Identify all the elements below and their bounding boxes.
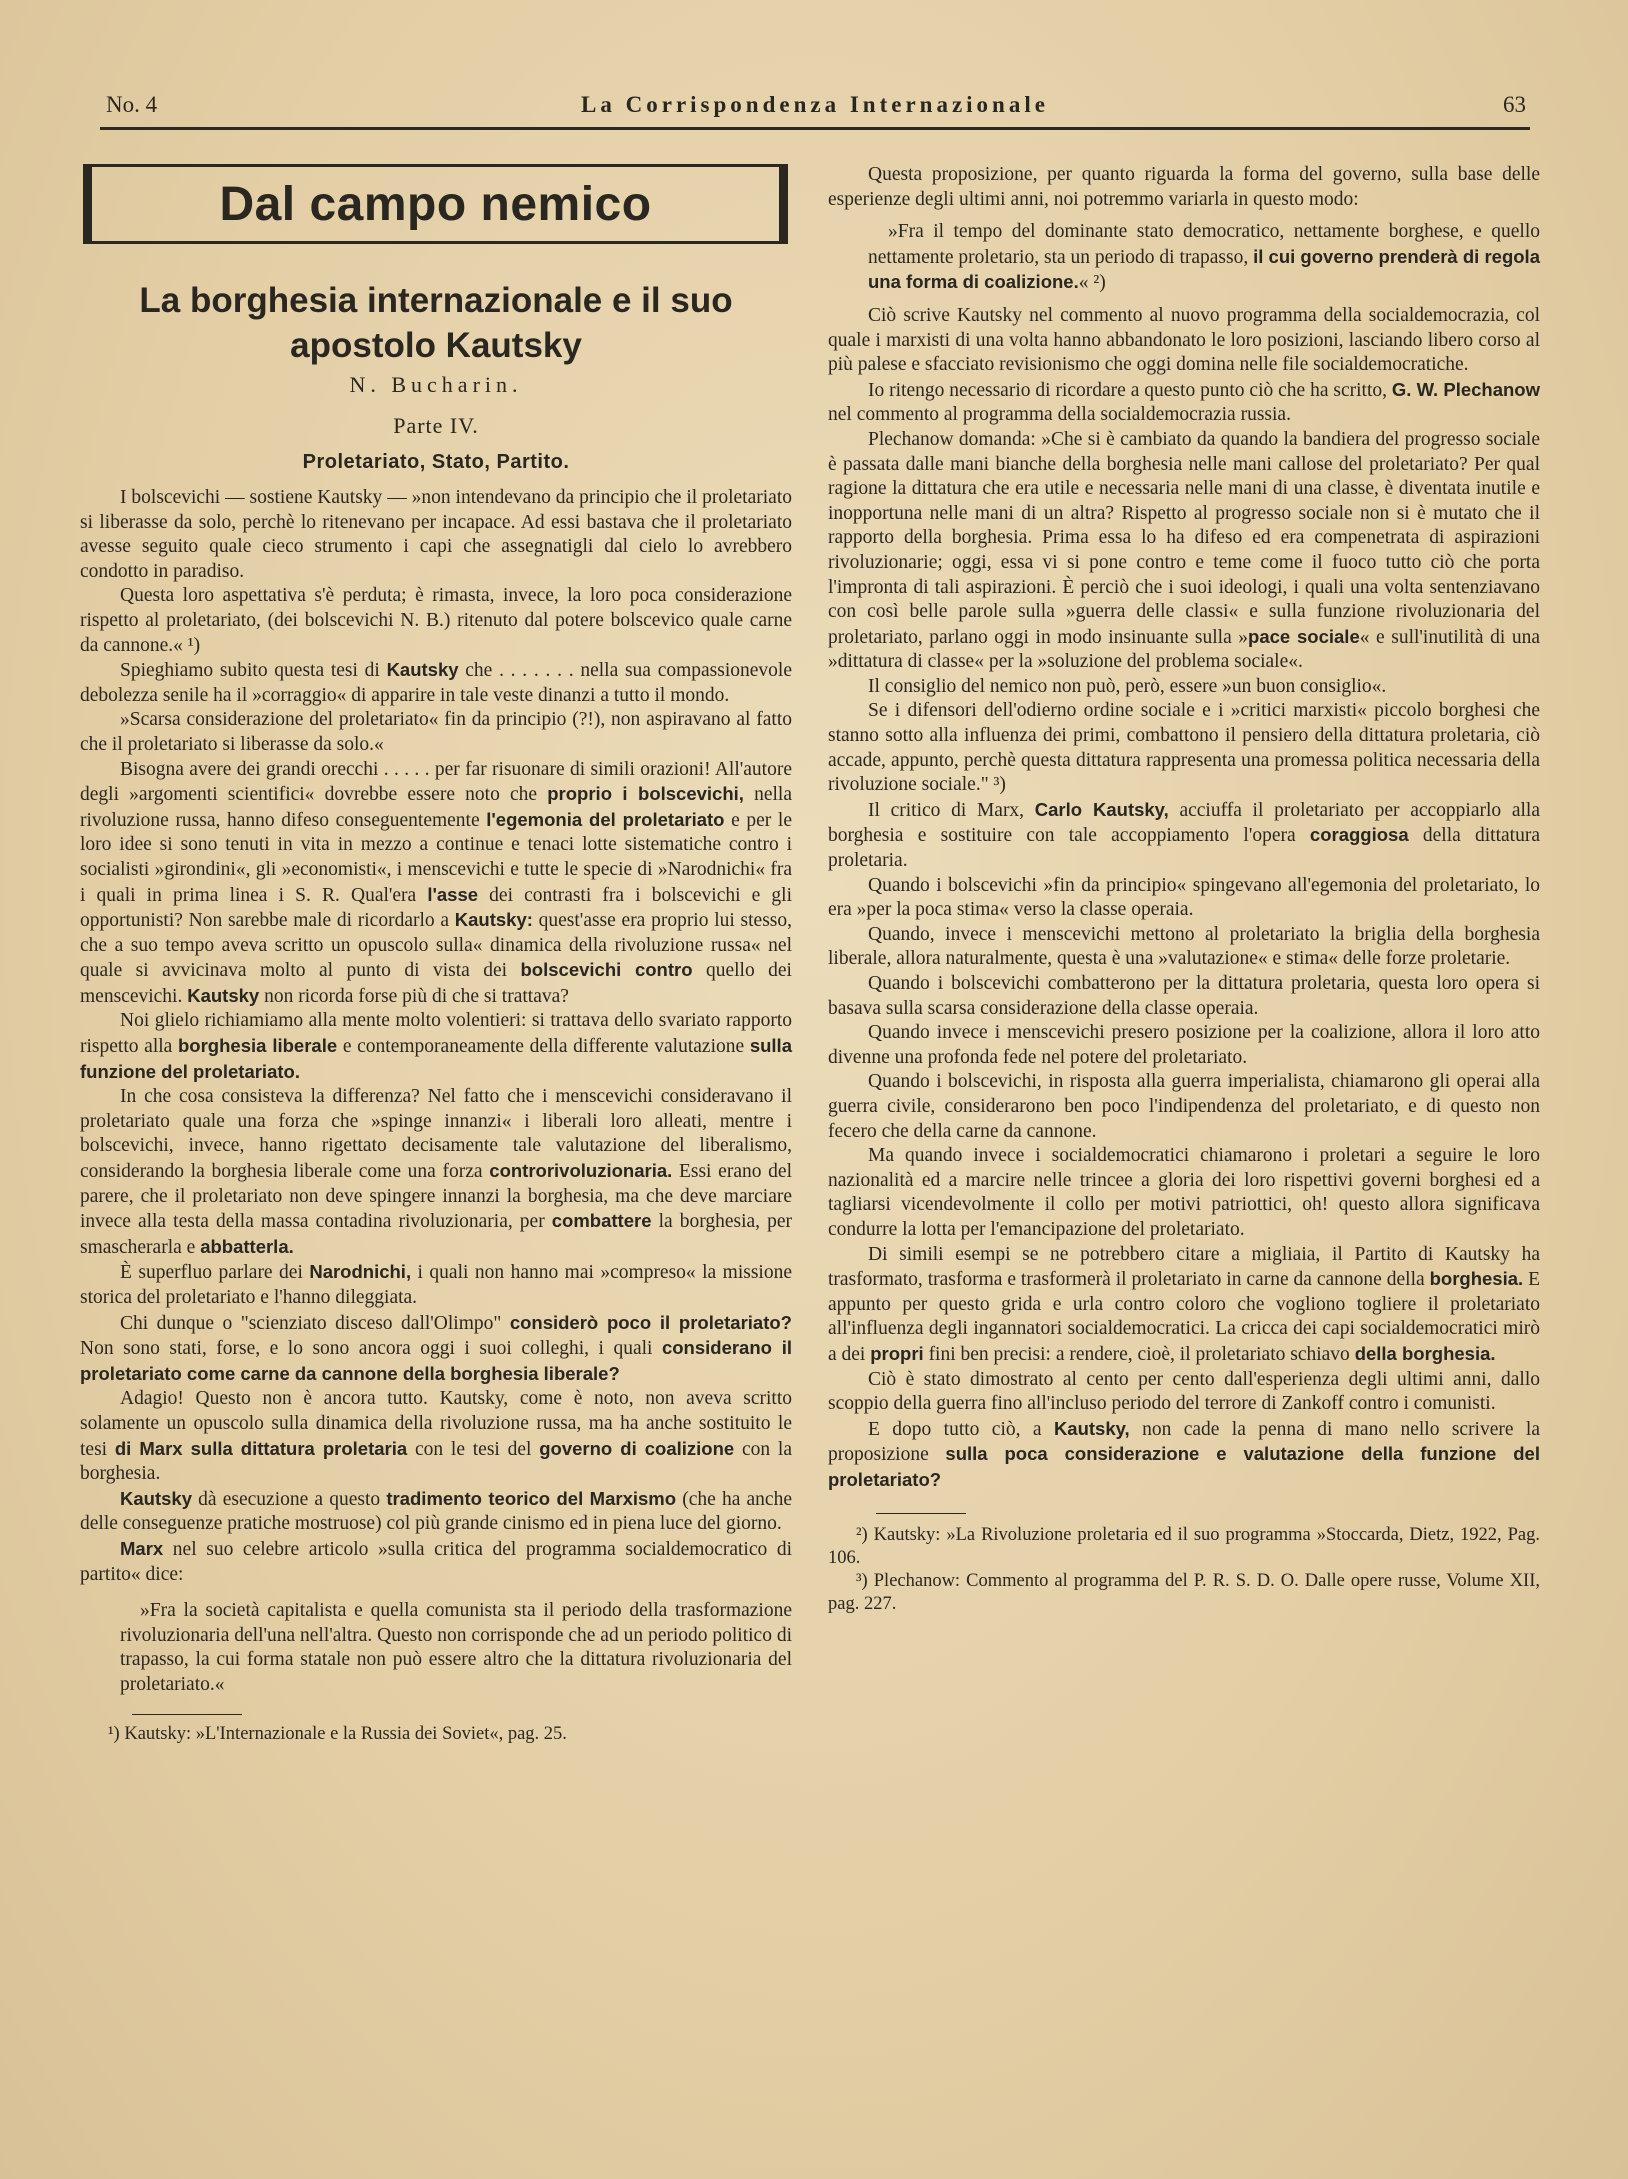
footnote-2: ²) Kautsky: »La Rivoluzione proletaria ed il suo programma »Stoccarda, Dietz, 1922, Pag. 106. xyxy=(828,1525,1540,1569)
paragraph: Questa proposizione, per quanto riguarda la forma del governo, sulla base delle esperienze degli ultimi anni, noi potremmo variarla in questo modo: xyxy=(828,164,1540,210)
paragraph: In che cosa consisteva la differenza? Nel fatto che i menscevichi consideravano il proletariato quale una forza che »spinge innanzi« i liberali loro alleati, mentre i bolscevichi, invece, hanno rigettato decisamente tale valutazione del liberalismo, considerando la borghesia liberale come una forza controrivoluzionaria. Essi erano del parere, che il proletariato non deve spingere innanzi la borghesia, ma che deve marciare invece alla testa della massa contadina rivoluzionaria, per combattere la borghesia, per smascherarla e abbatterla. xyxy=(80,1086,792,1258)
paragraph: Quando i bolscevichi, in risposta alla guerra imperialista, chiamarono gli operai alla guerra civile, considerarono ben poco l'indipendenza del proletariato, e di questo non fecero che della carne da cannone. xyxy=(828,1071,1540,1142)
footnote-3: ³) Plechanow: Commento al programma del P. R. S. D. O. Dalle opere russe, Volume XII, pag. 227. xyxy=(828,1571,1540,1615)
paragraph: Ciò scrive Kautsky nel commento al nuovo programma della socialdemocrazia, col quale i marxisti di una volta hanno abbandonato le loro posizioni, lasciando libero corso al più palese e sfacciato revisionismo che oggi domina nelle file socialdemocratiche. xyxy=(828,304,1540,376)
paragraph: Quando i bolscevichi »fin da principio« spingevano all'egemonia del proletariato, lo era »per la poca stima« verso la classe operaia. xyxy=(828,874,1540,921)
quotation: »Fra il tempo del dominante stato democratico, nettamente borghese, e quello nettamente proletario, sta un periodo di trapasso, il cui governo prenderà di regola una forma di coalizione.« ²) xyxy=(868,221,1540,294)
article-body-left xyxy=(80,486,792,1746)
quotation: »Fra la società capitalista e quella comunista sta il periodo della trasformazione rivoluzionaria dell'una nell'altra. Questo non corrisponde che ad un periodo politico di trapasso, la cui forma statale non può essere altro che la dittatura rivoluzionaria del proletariato.« xyxy=(120,1600,792,1695)
paragraph: Io ritengo necessario di ricordare a questo punto ciò che ha scritto, G. W. Plechanow nel commento al programma della socialdemocrazia russia. xyxy=(828,378,1541,426)
publication-name: La Corrispondenza Internazionale xyxy=(581,92,1049,117)
paragraph: E dopo tutto ciò, a Kautsky, non cade la penna di mano nello scrivere la proposizione sulla poca considerazione e valutazione della funzione del proletariato? xyxy=(828,1417,1540,1490)
footnote-1: ¹) Kautsky: »L'Internazionale e la Russia dei Soviet«, pag. 25. xyxy=(108,1723,567,1744)
paragraph: Marx nel suo celebre articolo »sulla critica del programma socialdemocratico di partito« dice: xyxy=(80,1537,792,1585)
paragraph: I bolscevichi — sostiene Kautsky — »non intendevano da principio che il proletariato si liberasse da solo, perchè lo ritenevano per incapace. Ad essi bastava che il proletariato avesse seguito quale cieco strumento i capi che assegnatigli dal cielo lo avrebbero condotto in paradiso. xyxy=(80,487,792,582)
paragraph: È superfluo parlare dei Narodnichi, i quali non hanno mai »compreso« la missione storica del proletariato e l'hanno dileggiata. xyxy=(80,1261,792,1308)
paragraph: Spieghiamo subito questa tesi di Kautsky che . . . . . . . nella sua compassionevole debolezza senile ha il »corraggio« di apparire in tale veste dinanzi a tutto il mondo. xyxy=(80,659,792,706)
section-title: Dal campo nemico xyxy=(219,177,652,231)
paragraph: Plechanow domanda: »Che si è cambiato da quando la bandiera del progresso sociale è passata dalle mani bianche della borghesia nelle mani callose del proletariato? Per qual ragione la dittatura che era utile e necessaria nelle mani di una classe, è diventata inutile e inopportuna nelle mani di un altra? Rispetto al progresso sociale non si è mutato che il rapporto della borghesia. Prima essa lo ha difeso ed era compenetrata di aspirazioni rivoluzionarie; oggi, essa vi si pone contro e teme come il fuoco tutto ciò che porta l'impronta di tali aspirazioni. È perciò che i suoi ideologi, i quali una volta sentenziavano con così belle parole sulla »guerra delle classi« e sulla funzione rivoluzionaria del proletariato, parlano oggi in modo insinuante sulla »pace sociale« e sull'inutilità di una »dittatura di classe« per la »soluzione del problema sociale«. xyxy=(828,428,1540,673)
issue-number: No. 4 xyxy=(106,92,158,117)
footnote-rule xyxy=(132,1714,242,1715)
paragraph: Bisogna avere dei grandi orecchi . . . . . per far risuonare di simili orazioni! All'autore degli »argomenti scientifici« dovrebbe essere noto che proprio i bolscevichi, nella rivoluzione russa, hanno difeso conseguentemente l'egemonia del proletariato e per le loro idee si sono tenuti in vita in mezzo a continue e tenaci lotte sistematiche contro i socialisti »girondini«, gli »economisti«, i menscevichi e tutte le specie di »Narodnichi« fra i quali in prima linea i S. R. Qual'era l'asse dei contrasti fra i bolscevichi e gli opportunisti? Non sarebbe male di ricordarlo a Kautsky: quest'asse era proprio lui stesso, che a suo tempo aveva scritto un opuscolo sulla« dinamica della rivoluzione russa« nel quale si avvicinava molto al punto di vista dei bolscevichi contro quello dei menscevichi. Kautsky non ricorda forse più di che si trattava? xyxy=(80,758,793,1007)
paragraph: Il critico di Marx, Carlo Kautsky, acciuffa il proletariato per accoppiarlo alla borghesia e sostituire con tale accoppiamento l'opera coraggiosa della dittatura proletaria. xyxy=(828,798,1540,872)
paragraph: Questa loro aspettativa s'è perduta; è rimasta, invece, la loro poca considerazione rispetto al proletariato, (dei bolscevichi N. B.) ritenuto dal potere bolscevico quale carne da cannone.« ¹) xyxy=(80,585,792,656)
page-number: 63 xyxy=(1503,92,1526,117)
paragraph: Quando, invece i menscevichi mettono al proletariato la briglia della borghesia liberale, allora naturalmente, questa è una »valutazione« e stima« delle forze proletarie. xyxy=(828,923,1540,970)
paragraph: Se i difensori dell'odierno ordine sociale e i »critici marxisti« piccolo borghesi che stanno sotto alla influenza dei primi, combattono il pensiero della dittatura proletaria, ciò accade, appunto, perchè questa dittatura rappresenta una promessa politica necessaria della rivoluzione sociale." ³) xyxy=(828,700,1540,796)
paragraph: Ma quando invece i socialdemocratici chiamarono i proletari a seguire le loro nazionalità ed a marcire nelle trincee a gloria dei loro rispettivi governi borghesi ed a tagliarsi vicendevolmente il collo per motivi patriottici, oh! questo allora significava condurre la lotta per l'emancipazione del proletariato. xyxy=(828,1145,1540,1240)
footnote-rule xyxy=(876,1513,966,1514)
paragraph: Noi glielo richiamiamo alla mente molto volentieri: si trattava dello svariato rapporto rispetto alla borghesia liberale e contemporaneamente della differente valutazione sulla funzione del proletariato. xyxy=(80,1010,792,1082)
article-title: La borghesia internazionale e il suo apostolo Kautsky xyxy=(139,281,733,365)
paragraph: Di simili esempi se ne potrebbero citare a migliaia, il Partito di Kautsky ha trasformato, trasforma e trasformerà il proletariato in carne da cannone della borghesia. E appunto per questo grida e urla contro coloro che vogliono togliere il proletariato all'influenza degli ingannatori socialdemocratici. La cricca dei capi socialdemocratici mirò a dei propri fini ben precisi: a rendere, cioè, il proletariato schiavo della borghesia. xyxy=(828,1243,1540,1365)
author-byline: N. Bucharin. xyxy=(349,372,523,397)
subheading: Proletariato, Stato, Partito. xyxy=(302,451,570,473)
paragraph: Quando i bolscevichi combatterono per la dittatura proletaria, questa loro opera si basava sulla scarsa considerazione della classe operaia. xyxy=(828,973,1540,1019)
paragraph: »Scarsa considerazione del proletariato« fin da principio (?!), non aspiravano al fatto che il proletariato si liberasse da solo.« xyxy=(80,709,792,755)
right-column xyxy=(828,163,1540,1616)
left-column xyxy=(80,160,792,1746)
part-label: Parte IV. xyxy=(393,413,479,438)
section-heading-box xyxy=(83,164,788,244)
paragraph: Quando invece i menscevichi presero posizione per la coalizione, allora il loro atto divenne una profonda fede nel potere del proletariato. xyxy=(828,1022,1540,1068)
running-head xyxy=(100,90,1530,130)
paragraph: Adagio! Questo non è ancora tutto. Kautsky, come è noto, non aveva scritto solamente un opuscolo sulla dinamica della rivoluzione russa, ma ha anche sostituito le tesi di Marx sulla dittatura proletaria con le tesi del governo di coalizione con la borghesia. xyxy=(80,1388,793,1485)
paragraph: Kautsky dà esecuzione a questo tradimento teorico del Marxismo (che ha anche delle conseguenze pratiche mostruose) col più grande cinismo ed in piena luce del giorno. xyxy=(80,1487,792,1535)
paragraph: Chi dunque o "scienziato disceso dall'Olimpo" considerò poco il proletariato? Non sono stati, forse, e lo sono ancora oggi i suoi colleghi, i quali considerano il proletariato come carne da cannone della borghesia liberale? xyxy=(80,1311,792,1384)
paragraph: Il consiglio del nemico non può, però, essere »un buon consiglio«. xyxy=(868,675,1387,697)
paragraph: Ciò è stato dimostrato al cento per cento dall'esperienza degli ultimi anni, dallo scoppio della guerra fino all'incluso periodo del terrore di Zankoff contro i comunisti. xyxy=(828,1368,1540,1415)
